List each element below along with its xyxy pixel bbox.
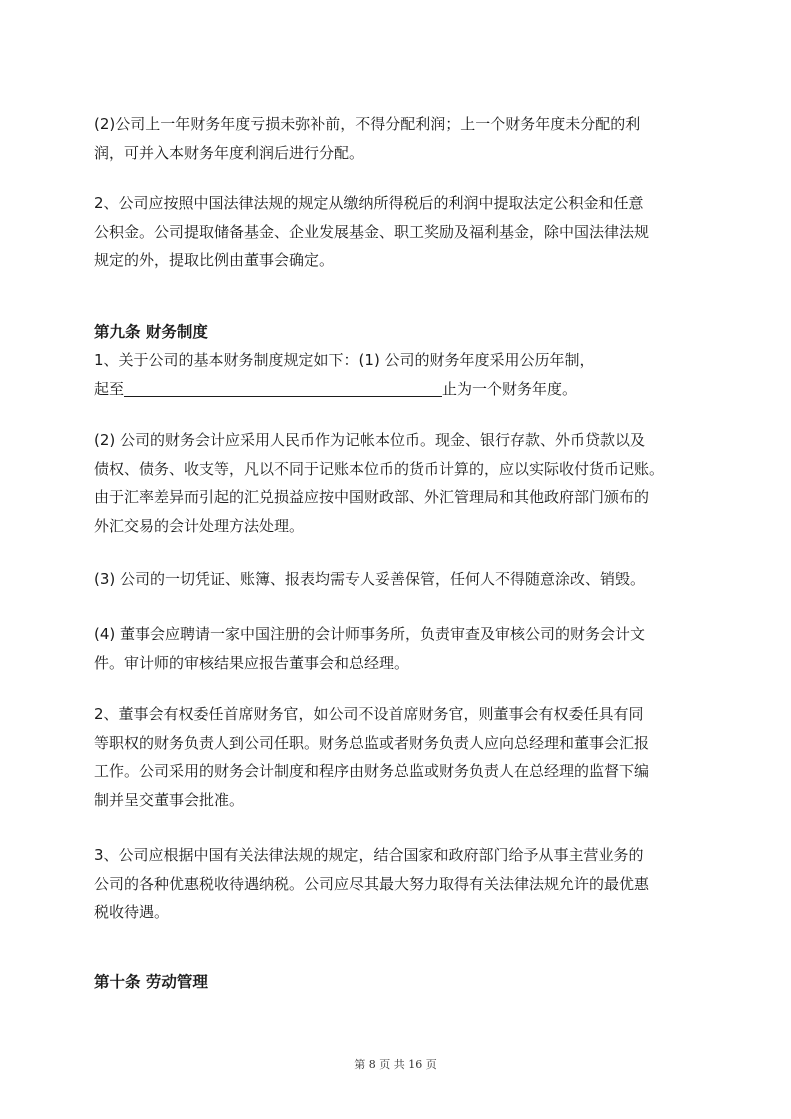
paragraph-records-custody	[94, 565, 734, 594]
text-line: 2、公司应按照中国法律法规的规定从缴纳所得税后的利润中提取法定公积金和任意	[94, 194, 644, 212]
text-line: 规定的外，提取比例由董事会确定。	[94, 251, 335, 269]
page-number: 第 8 页 共 16 页	[354, 1058, 437, 1071]
page-footer	[0, 1056, 791, 1072]
text-line: 税收待遇。	[94, 903, 170, 921]
text-line: 1、关于公司的基本财务制度规定如下：(1) 公司的财务年度采用公历年制，	[94, 351, 595, 369]
text-line: 等职权的财务负责人到公司任职。财务总监或者财务负责人应向总经理和董事会汇报	[94, 733, 650, 752]
text-line: 公积金。公司提取储备基金、企业发展基金、职工奖励及福利基金，除中国法律法规	[94, 222, 650, 241]
text-segment: 止为一个财务年度。	[442, 379, 578, 398]
text-line: 2、董事会有权委任首席财务官，如公司不设首席财务官，则董事会有权委任具有同	[94, 705, 644, 723]
paragraph-auditor	[94, 620, 734, 677]
text-line: (2)公司上一年财务年度亏损未弥补前，不得分配利润；上一个财务年度未分配的利	[94, 115, 641, 133]
text-line: 3、公司应根据中国有关法律法规的规定，结合国家和政府部门给予从事主营业务的	[94, 846, 644, 864]
paragraph-reserve-fund	[94, 189, 734, 275]
text-line: (4) 董事会应聘请一家中国注册的会计师事务所，负责审查及审核公司的财务会计文	[94, 625, 646, 643]
text-line: 工作。公司采用的财务会计制度和程序由财务总监或财务负责人在总经理的监督下编	[94, 762, 650, 780]
paragraph-profit-loss	[94, 110, 734, 167]
text-line: (3) 公司的一切凭证、账簿、报表均需专人妥善保管，任何人不得随意涂改、销毁。	[94, 570, 646, 588]
section-heading-article-10: 第十条 劳动管理	[94, 973, 208, 991]
text-segment: 起至	[94, 379, 125, 398]
text-line: 债权、债务、收支等，凡以不同于记账本位币的货币计算的，应以实际收付货币记账。	[94, 459, 665, 478]
text-line: 件。审计师的审核结果应报告董事会和总经理。	[94, 653, 410, 672]
text-line: (2) 公司的财务会计应采用人民币作为记帐本位币。现金、银行存款、外币贷款以及	[94, 431, 646, 449]
paragraph-currency	[94, 426, 734, 540]
fill-in-blank	[124, 378, 442, 397]
text-line: 润，可并入本财务年度利润后进行分配。	[94, 143, 365, 162]
text-line: 公司的各种优惠税收待遇纳税。公司应尽其最大努力取得有关法律法规允许的最优惠	[94, 874, 650, 893]
text-line: 外汇交易的会计处理方法处理。	[94, 516, 305, 535]
section-heading-article-9: 第九条 财务制度	[94, 323, 208, 341]
paragraph-cfo	[94, 700, 734, 814]
text-line: 制并呈交董事会批准。	[94, 790, 245, 809]
text-line-with-blank	[94, 375, 734, 404]
text-line: 由于汇率差异而引起的汇兑损益应按中国财政部、外汇管理局和其他政府部门颁布的	[94, 488, 650, 506]
paragraph-tax	[94, 841, 734, 927]
paragraph-fiscal-year	[94, 346, 734, 403]
